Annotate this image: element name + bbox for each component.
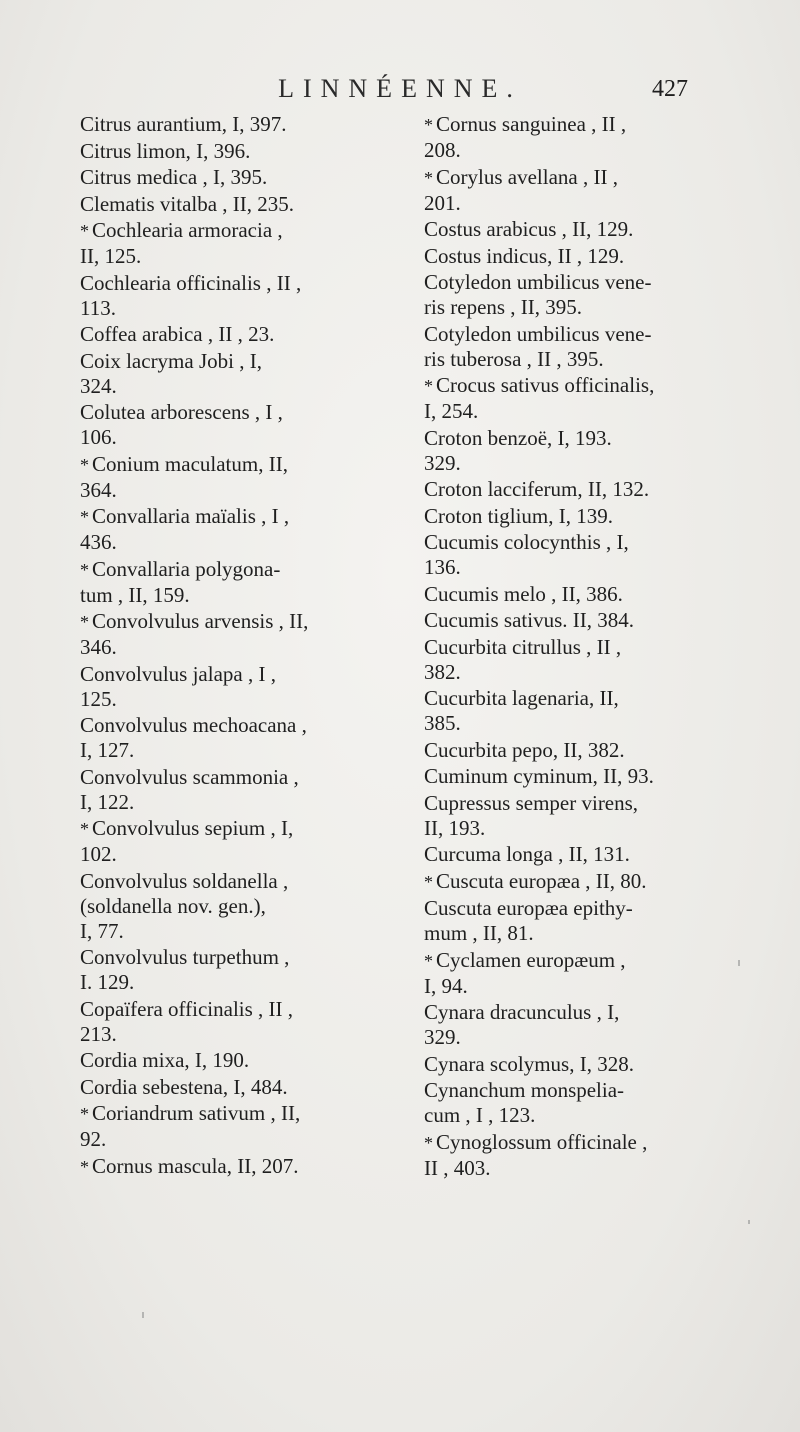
index-entry	[80, 139, 380, 164]
index-entry-text: Conium maculatum, II, 364.	[80, 451, 288, 502]
index-entry-text: Cucumis sativus. II, 384.	[424, 608, 634, 632]
index-entry	[80, 112, 380, 137]
index-entry	[80, 504, 380, 555]
index-entry	[80, 349, 380, 399]
index-entry	[80, 192, 380, 217]
index-entry	[424, 608, 714, 633]
index-entry-text: Cuscuta europæa epithy- mum , II, 81.	[424, 896, 633, 945]
asterisk-mark: *	[80, 1156, 89, 1177]
index-entry	[424, 373, 714, 424]
index-entry	[80, 869, 380, 944]
index-entry-text: Costus indicus, II , 129.	[424, 243, 625, 268]
index-entry-text: Copaïfera officinalis , II , 213.	[80, 996, 294, 1046]
index-entry-text: Costus arabicus , II, 129.	[424, 217, 634, 241]
index-entry	[424, 686, 714, 736]
index-entry-text: Citrus medica , I, 395.	[80, 165, 268, 189]
index-entry	[424, 1078, 714, 1128]
index-entry	[424, 270, 714, 320]
index-entry	[80, 1101, 380, 1152]
index-entry-text: Cordia sebestena, I, 484.	[80, 1074, 288, 1099]
index-entry-text: Cornus mascula, II, 207.	[92, 1153, 299, 1178]
asterisk-mark: *	[424, 871, 433, 892]
index-entry	[424, 582, 714, 607]
index-entry	[424, 842, 714, 867]
paper-speck	[738, 960, 740, 966]
asterisk-mark: *	[424, 376, 433, 396]
index-entry-text: Cynanchum monspelia- cum , I , 123.	[424, 1078, 625, 1127]
index-entry	[80, 400, 380, 450]
index-entry	[80, 713, 380, 763]
index-entry-text: Citrus aurantium, I, 397.	[80, 112, 287, 136]
asterisk-mark: *	[424, 167, 433, 188]
index-entry-text: Croton tiglium, I, 139.	[424, 503, 613, 528]
index-entry	[80, 218, 380, 269]
index-entry	[80, 557, 380, 608]
index-entry-text: Convolvulus sepium , I, 102.	[80, 816, 294, 866]
index-entry	[424, 530, 714, 580]
asterisk-mark: *	[424, 1132, 433, 1153]
index-entry-text: Cotyledon umbilicus vene- ris repens , II, 395.	[424, 270, 652, 319]
index-entry-text: Curcuma longa , II, 131.	[424, 842, 630, 866]
index-entry	[424, 635, 714, 685]
asterisk-mark: *	[80, 612, 89, 632]
asterisk-mark: *	[80, 454, 89, 475]
index-entry-text: Cochlearia armoracia , II, 125.	[80, 218, 283, 268]
index-entry-text: Cochlearia officinalis , II , 113.	[80, 270, 302, 320]
index-entry-text: Convolvulus jalapa , I , 125.	[80, 661, 276, 711]
index-entry	[80, 1075, 380, 1100]
index-entry-text: Citrus limon, I, 396.	[80, 138, 251, 163]
index-entry-text: Cucurbita lagenaria, II, 385.	[424, 686, 619, 735]
index-entry-text: Cucurbita pepo, II, 382.	[424, 737, 625, 762]
index-entry-text: Cynara scolymus, I, 328.	[424, 1051, 634, 1076]
running-header: LINNÉENNE.	[278, 74, 522, 103]
index-entry-text: Cuscuta europæa , II, 80.	[436, 868, 647, 893]
index-entry	[80, 452, 380, 503]
index-entry	[424, 896, 714, 946]
index-entry	[424, 504, 714, 529]
index-entry	[80, 271, 380, 321]
asterisk-mark: *	[80, 1104, 89, 1124]
index-entry	[424, 477, 714, 502]
paper-speck	[142, 1312, 144, 1318]
index-entry-text: Convallaria maïalis , I , 436.	[80, 504, 290, 554]
index-entry	[424, 426, 714, 476]
asterisk-mark: *	[424, 950, 433, 971]
index-entry	[424, 1000, 714, 1050]
index-entry-text: Convolvulus mechoacana , I, 127.	[80, 713, 307, 762]
index-entry-text: Cuminum cyminum, II, 93.	[424, 764, 654, 788]
index-entry	[80, 662, 380, 712]
index-entry	[80, 765, 380, 815]
index-entry	[80, 609, 380, 660]
index-entry	[424, 244, 714, 269]
index-entry	[80, 816, 380, 867]
asterisk-mark: *	[80, 819, 89, 839]
index-entry-text: Convallaria polygona- tum , II, 159.	[80, 556, 281, 607]
index-entry-text: Colutea arborescens , I , 106.	[80, 400, 283, 449]
index-entry	[424, 791, 714, 841]
index-entry-text: Cucumis melo , II, 386.	[424, 581, 623, 606]
index-entry-text: Cotyledon umbilicus vene- ris tuberosa , II , 395.	[424, 321, 652, 371]
index-entry	[424, 1130, 714, 1181]
asterisk-mark: *	[80, 221, 89, 241]
index-entry	[80, 997, 380, 1047]
index-entry	[424, 322, 714, 372]
index-entry	[424, 738, 714, 763]
index-column-left	[80, 112, 380, 1181]
index-entry-text: Cucurbita citrullus , II , 382.	[424, 634, 622, 684]
index-entry	[80, 1048, 380, 1073]
index-entry	[80, 1154, 380, 1180]
index-entry	[424, 869, 714, 895]
index-entry-text: Cynara dracunculus , I, 329.	[424, 1000, 620, 1049]
index-entry-text: Cyclamen europæum , I, 94.	[424, 947, 626, 998]
index-entry-text: Cordia mixa, I, 190.	[80, 1048, 250, 1072]
index-entry	[424, 1052, 714, 1077]
asterisk-mark: *	[80, 507, 89, 527]
index-entry-text: Cucumis colocynthis , I, 136.	[424, 530, 629, 579]
paper-speck	[748, 1220, 750, 1224]
asterisk-mark: *	[80, 559, 89, 580]
index-entry-text: Convolvulus turpethum , I. 129.	[80, 945, 290, 994]
index-entry-text: Corylus avellana , II , 201.	[424, 164, 618, 215]
index-entry	[424, 217, 714, 242]
index-entry-text: Cynoglossum officinale , II , 403.	[424, 1129, 648, 1180]
index-entry-text: Convolvulus soldanella , (soldanella nov. gen.), I, 77.	[80, 868, 289, 943]
index-entry-text: Coffea arabica , II , 23.	[80, 322, 275, 346]
index-entry-text: Coriandrum sativum , II, 92.	[80, 1101, 301, 1151]
index-entry-text: Croton lacciferum, II, 132.	[424, 477, 650, 501]
index-entry-text: Coix lacryma Jobi , I, 324.	[80, 348, 262, 398]
index-column-right	[424, 112, 714, 1182]
page-number: 427	[652, 76, 688, 102]
index-entry	[424, 165, 714, 216]
index-entry	[424, 764, 714, 789]
index-entry	[80, 322, 380, 347]
index-entry-text: Cornus sanguinea , II , 208.	[424, 112, 627, 162]
index-entry-text: Cupressus semper virens, II, 193.	[424, 790, 639, 840]
index-entry	[424, 948, 714, 999]
asterisk-mark: *	[424, 115, 433, 135]
index-entry-text: Croton benzoë, I, 193. 329.	[424, 425, 612, 475]
index-entry-text: Convolvulus arvensis , II, 346.	[80, 609, 309, 659]
index-entry	[80, 165, 380, 190]
index-entry	[80, 945, 380, 995]
index-entry-text: Crocus sativus officinalis, I, 254.	[424, 373, 655, 423]
index-entry	[424, 112, 714, 163]
index-entry-text: Clematis vitalba , II, 235.	[80, 191, 295, 216]
index-entry-text: Convolvulus scammonia , I, 122.	[80, 764, 299, 814]
